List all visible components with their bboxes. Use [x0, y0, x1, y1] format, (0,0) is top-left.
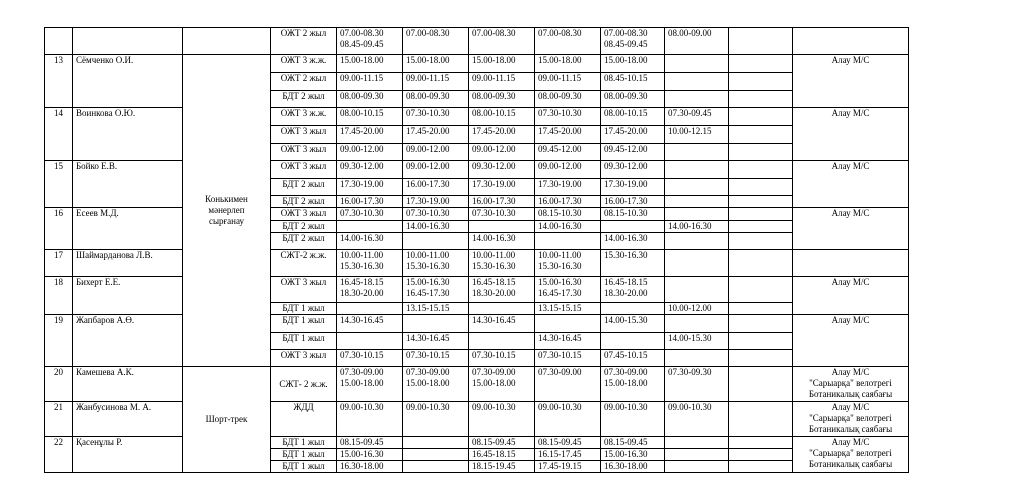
group-cell: ОЖТ 2 жыл	[271, 73, 337, 91]
time-cell: 17.30-19.00	[469, 179, 535, 196]
group-cell: БДТ 2 жыл	[271, 221, 337, 233]
group-cell: СЖТ- 2 ж.ж.	[271, 367, 337, 402]
time-cell: 07.30-10.15	[403, 350, 469, 367]
group-cell: ОЖТ 3 жыл	[271, 277, 337, 303]
time-cell	[469, 333, 535, 350]
time-cell: 15.00-18.00	[535, 55, 601, 73]
table-row	[45, 367, 909, 402]
time-cell	[665, 91, 729, 108]
time-cell: 09.45-12.00	[601, 144, 665, 161]
table-row	[45, 402, 909, 437]
group-cell: ОЖТ 3 жыл	[271, 208, 337, 221]
time-cell	[601, 303, 665, 315]
time-cell: 09.00-10.30	[535, 402, 601, 437]
time-cell: 16.00-17.30	[535, 196, 601, 208]
time-cell: 10.00-11.00 15.30-16.30	[535, 250, 601, 277]
venue-cell: Алау М/С	[793, 161, 909, 208]
time-cell: 08.00-10.15	[337, 108, 403, 126]
time-cell: 07.00-08.30	[535, 28, 601, 55]
time-cell: 09.00-11.15	[469, 73, 535, 91]
time-cell: 07.30-09.30	[665, 367, 729, 402]
time-cell: 14.30-16.45	[403, 333, 469, 350]
time-cell: 10.00-11.00 15.30-16.30	[403, 250, 469, 277]
time-cell: 14.00-16.30	[337, 233, 403, 250]
time-cell	[729, 73, 793, 91]
time-cell: 09.00-10.30	[601, 402, 665, 437]
group-cell: ОЖТ 3 ж.ж.	[271, 108, 337, 126]
time-cell: 16.00-17.30	[469, 196, 535, 208]
group-cell: БДТ 1 жыл	[271, 303, 337, 315]
time-cell: 07.30-10.15	[535, 350, 601, 367]
time-cell: 09.00-12.00	[535, 161, 601, 179]
group-cell: БДТ 1 жыл	[271, 437, 337, 449]
time-cell: 15.00-18.00	[337, 55, 403, 73]
time-cell: 17.45-20.00	[337, 126, 403, 144]
time-cell: 07.30-10.30	[535, 108, 601, 126]
time-cell: 07.30-10.15	[469, 350, 535, 367]
time-cell	[665, 277, 729, 303]
time-cell	[729, 108, 793, 126]
time-cell: 09.00-10.30	[469, 402, 535, 437]
coach-name-cell: Воинкова О.Ю.	[73, 108, 183, 161]
time-cell	[729, 350, 793, 367]
coach-name-cell	[73, 28, 183, 55]
time-cell: 09.00-10.30	[403, 402, 469, 437]
time-cell: 09.00-12.00	[403, 161, 469, 179]
time-cell: 07.30-09.00	[535, 367, 601, 402]
table-row	[45, 28, 909, 55]
venue-cell: Алау М/С	[793, 208, 909, 250]
venue-cell	[793, 250, 909, 277]
time-cell: 09.00-10.30	[665, 402, 729, 437]
time-cell	[729, 28, 793, 55]
time-cell: 17.45-20.00	[601, 126, 665, 144]
time-cell: 10.00-11.00 15.30-16.30	[469, 250, 535, 277]
venue-cell: Алау М/С	[793, 315, 909, 367]
time-cell: 15.00-16.30	[601, 449, 665, 461]
coach-name-cell: Есеев М.Д.	[73, 208, 183, 250]
time-cell: 08.15-09.45	[337, 437, 403, 449]
venue-cell: Алау М/С "Сарыарқа" велотрегі Ботаникалық саябағы	[793, 402, 909, 437]
group-cell: ОЖТ 3 жыл	[271, 161, 337, 179]
time-cell: 09.00-11.15	[535, 73, 601, 91]
coach-name-cell: Бойко Е.В.	[73, 161, 183, 208]
table-row	[45, 437, 909, 449]
time-cell: 09.00-11.15	[337, 73, 403, 91]
time-cell	[469, 221, 535, 233]
time-cell	[403, 437, 469, 449]
time-cell	[601, 221, 665, 233]
time-cell	[729, 221, 793, 233]
time-cell: 17.45-19.15	[535, 461, 601, 473]
time-cell	[665, 315, 729, 333]
time-cell	[665, 461, 729, 473]
time-cell: 17.30-19.00	[601, 179, 665, 196]
time-cell: 17.30-19.00	[403, 196, 469, 208]
time-cell	[729, 315, 793, 333]
time-cell	[729, 250, 793, 277]
time-cell: 16.45-18.15 18.30-20.00	[469, 277, 535, 303]
group-cell: БДТ 2 жыл	[271, 91, 337, 108]
time-cell: 08.00-09.30	[403, 91, 469, 108]
time-cell: 08.00-09.00	[665, 28, 729, 55]
time-cell: 16.30-18.00	[337, 461, 403, 473]
time-cell: 08.00-09.30	[601, 91, 665, 108]
group-cell: ОЖТ 3 жыл	[271, 126, 337, 144]
row-number-cell: 16	[45, 208, 73, 250]
time-cell: 07.00-08.30 08.45-09.45	[601, 28, 665, 55]
time-cell: 10.00-12.00	[665, 303, 729, 315]
time-cell: 17.45-20.00	[535, 126, 601, 144]
group-cell: ЖДД	[271, 402, 337, 437]
time-cell: 08.00-09.30	[535, 91, 601, 108]
time-cell	[403, 449, 469, 461]
coach-name-cell: Сёмченко О.И.	[73, 55, 183, 108]
row-number-cell	[45, 28, 73, 55]
venue-cell: Алау М/С	[793, 108, 909, 161]
time-cell: 07.00-08.30 08.45-09.45	[337, 28, 403, 55]
time-cell: 15.00-16.30 16.45-17.30	[535, 277, 601, 303]
time-cell: 09.45-12.00	[535, 144, 601, 161]
venue-cell: Алау М/С	[793, 277, 909, 315]
time-cell: 07.30-10.15	[337, 350, 403, 367]
sport-cell: Конькимен мәнерлеп сырғанау	[183, 55, 271, 367]
time-cell: 07.30-09.00 15.00-18.00	[469, 367, 535, 402]
time-cell	[403, 461, 469, 473]
time-cell	[665, 55, 729, 73]
row-number-cell: 22	[45, 437, 73, 473]
time-cell	[337, 303, 403, 315]
time-cell	[403, 233, 469, 250]
group-cell: СЖТ-2 ж.ж.	[271, 250, 337, 277]
time-cell	[729, 303, 793, 315]
time-cell: 07.30-09.00 15.00-18.00	[337, 367, 403, 402]
group-cell: ОЖТ 2 жыл	[271, 28, 337, 55]
group-cell: БДТ 2 жыл	[271, 196, 337, 208]
time-cell: 08.45-10.15	[601, 73, 665, 91]
time-cell: 07.00-08.30	[469, 28, 535, 55]
group-cell: БДТ 2 жыл	[271, 233, 337, 250]
time-cell	[665, 144, 729, 161]
time-cell	[729, 144, 793, 161]
time-cell: 09.00-10.30	[337, 402, 403, 437]
table-row	[45, 161, 909, 179]
coach-name-cell: Бихерт Е.Е.	[73, 277, 183, 315]
time-cell	[469, 303, 535, 315]
table-row	[45, 55, 909, 73]
time-cell: 09.00-11.15	[403, 73, 469, 91]
table-row	[45, 250, 909, 277]
time-cell: 13.15-15.15	[535, 303, 601, 315]
time-cell	[665, 250, 729, 277]
row-number-cell: 20	[45, 367, 73, 402]
time-cell: 09.00-12.00	[469, 144, 535, 161]
group-cell: ОЖТ 3 жыл	[271, 144, 337, 161]
time-cell: 08.15-09.45	[535, 437, 601, 449]
table-row	[45, 315, 909, 333]
time-cell: 07.30-09.00 15.00-18.00	[601, 367, 665, 402]
time-cell	[665, 233, 729, 250]
row-number-cell: 13	[45, 55, 73, 108]
time-cell	[729, 161, 793, 179]
row-number-cell: 15	[45, 161, 73, 208]
time-cell: 15.30-16.30	[601, 250, 665, 277]
time-cell: 15.00-18.00	[403, 55, 469, 73]
coach-name-cell: Шаймарданова Л.В.	[73, 250, 183, 277]
time-cell: 15.00-18.00	[469, 55, 535, 73]
time-cell: 07.45-10.15	[601, 350, 665, 367]
time-cell	[729, 208, 793, 221]
time-cell: 13.15-15.15	[403, 303, 469, 315]
time-cell: 14.30-16.45	[469, 315, 535, 333]
time-cell: 14.00-16.30	[403, 221, 469, 233]
time-cell: 08.15-10.30	[601, 208, 665, 221]
time-cell: 16.15-17.45	[535, 449, 601, 461]
time-cell	[729, 437, 793, 449]
time-cell: 16.45-18.15 18.30-20.00	[337, 277, 403, 303]
time-cell: 15.00-16.30	[337, 449, 403, 461]
coach-name-cell: Жапбаров А.Ө.	[73, 315, 183, 367]
time-cell: 07.30-09.00 15.00-18.00	[403, 367, 469, 402]
training-schedule-table	[44, 27, 909, 473]
time-cell: 07.30-10.30	[469, 208, 535, 221]
venue-cell: Алау М/С "Сарыарқа" велотрегі Ботаникалық саябағы	[793, 437, 909, 473]
time-cell: 10.00-12.15	[665, 126, 729, 144]
time-cell	[729, 126, 793, 144]
time-cell: 18.15-19.45	[469, 461, 535, 473]
time-cell: 08.15-10.30	[535, 208, 601, 221]
time-cell: 14.00-15.30	[601, 315, 665, 333]
time-cell: 14.00-16.30	[535, 221, 601, 233]
time-cell	[337, 221, 403, 233]
time-cell: 16.30-18.00	[601, 461, 665, 473]
time-cell: 16.45-18.15 18.30-20.00	[601, 277, 665, 303]
time-cell: 09.30-12.00	[337, 161, 403, 179]
table-body	[45, 28, 909, 473]
time-cell	[665, 449, 729, 461]
time-cell	[665, 208, 729, 221]
time-cell: 14.30-16.45	[535, 333, 601, 350]
table-row	[45, 277, 909, 303]
sport-cell	[183, 28, 271, 55]
row-number-cell: 19	[45, 315, 73, 367]
group-cell: БДТ 1 жыл	[271, 449, 337, 461]
time-cell	[665, 179, 729, 196]
time-cell: 17.45-20.00	[469, 126, 535, 144]
time-cell: 14.00-16.30	[601, 233, 665, 250]
time-cell: 07.00-08.30	[403, 28, 469, 55]
group-cell: БДТ 1 жыл	[271, 315, 337, 333]
coach-name-cell: Қасенұлы Р.	[73, 437, 183, 473]
time-cell	[665, 196, 729, 208]
time-cell: 16.00-17.30	[601, 196, 665, 208]
sport-cell: Шорт-трек	[183, 367, 271, 473]
time-cell	[403, 315, 469, 333]
time-cell: 14.30-16.45	[337, 315, 403, 333]
coach-name-cell: Камешева А.К.	[73, 367, 183, 402]
row-number-cell: 17	[45, 250, 73, 277]
group-cell: БДТ 1 жыл	[271, 333, 337, 350]
time-cell: 08.00-09.30	[469, 91, 535, 108]
time-cell: 17.30-19.00	[535, 179, 601, 196]
time-cell	[601, 333, 665, 350]
time-cell: 15.00-18.00	[601, 55, 665, 73]
row-number-cell: 18	[45, 277, 73, 315]
time-cell: 09.30-12.00	[601, 161, 665, 179]
time-cell	[729, 277, 793, 303]
time-cell	[729, 367, 793, 402]
table-row	[45, 208, 909, 221]
venue-cell	[793, 28, 909, 55]
time-cell	[729, 449, 793, 461]
table-row	[45, 108, 909, 126]
time-cell: 16.00-17.30	[403, 179, 469, 196]
time-cell	[729, 333, 793, 350]
time-cell: 08.00-10.15	[469, 108, 535, 126]
time-cell: 09.00-12.00	[403, 144, 469, 161]
time-cell: 07.30-09.45	[665, 108, 729, 126]
group-cell: БДТ 1 жыл	[271, 461, 337, 473]
time-cell	[729, 91, 793, 108]
time-cell: 07.30-10.30	[403, 208, 469, 221]
time-cell	[665, 161, 729, 179]
time-cell: 09.30-12.00	[469, 161, 535, 179]
group-cell: БДТ 2 жыл	[271, 179, 337, 196]
time-cell: 16.45-18.15	[469, 449, 535, 461]
coach-name-cell: Жанбусинова М. А.	[73, 402, 183, 437]
time-cell: 07.30-10.30	[403, 108, 469, 126]
time-cell: 08.15-09.45	[601, 437, 665, 449]
time-cell	[729, 461, 793, 473]
time-cell	[337, 333, 403, 350]
time-cell: 17.30-19.00	[337, 179, 403, 196]
time-cell: 08.00-10.15	[601, 108, 665, 126]
time-cell: 09.00-12.00	[337, 144, 403, 161]
time-cell: 15.00-16.30 16.45-17.30	[403, 277, 469, 303]
group-cell: ОЖТ 3 жыл	[271, 350, 337, 367]
venue-cell: Алау М/С	[793, 55, 909, 108]
time-cell: 08.15-09.45	[469, 437, 535, 449]
time-cell	[729, 233, 793, 250]
group-cell: ОЖТ 3 ж.ж.	[271, 55, 337, 73]
time-cell	[665, 73, 729, 91]
time-cell: 14.00-16.30	[665, 221, 729, 233]
time-cell: 07.30-10.30	[337, 208, 403, 221]
time-cell: 14.00-15.30	[665, 333, 729, 350]
time-cell: 08.00-09.30	[337, 91, 403, 108]
time-cell: 14.00-16.30	[469, 233, 535, 250]
time-cell	[535, 315, 601, 333]
row-number-cell: 14	[45, 108, 73, 161]
time-cell	[535, 233, 601, 250]
time-cell	[729, 55, 793, 73]
venue-cell: Алау М/С "Сарыарқа" велотрегі Ботаникалық саябағы	[793, 367, 909, 402]
time-cell	[729, 179, 793, 196]
time-cell	[729, 196, 793, 208]
time-cell: 10.00-11.00 15.30-16.30	[337, 250, 403, 277]
row-number-cell: 21	[45, 402, 73, 437]
time-cell	[665, 350, 729, 367]
time-cell: 17.45-20.00	[403, 126, 469, 144]
time-cell	[665, 437, 729, 449]
time-cell: 16.00-17.30	[337, 196, 403, 208]
time-cell	[729, 402, 793, 437]
